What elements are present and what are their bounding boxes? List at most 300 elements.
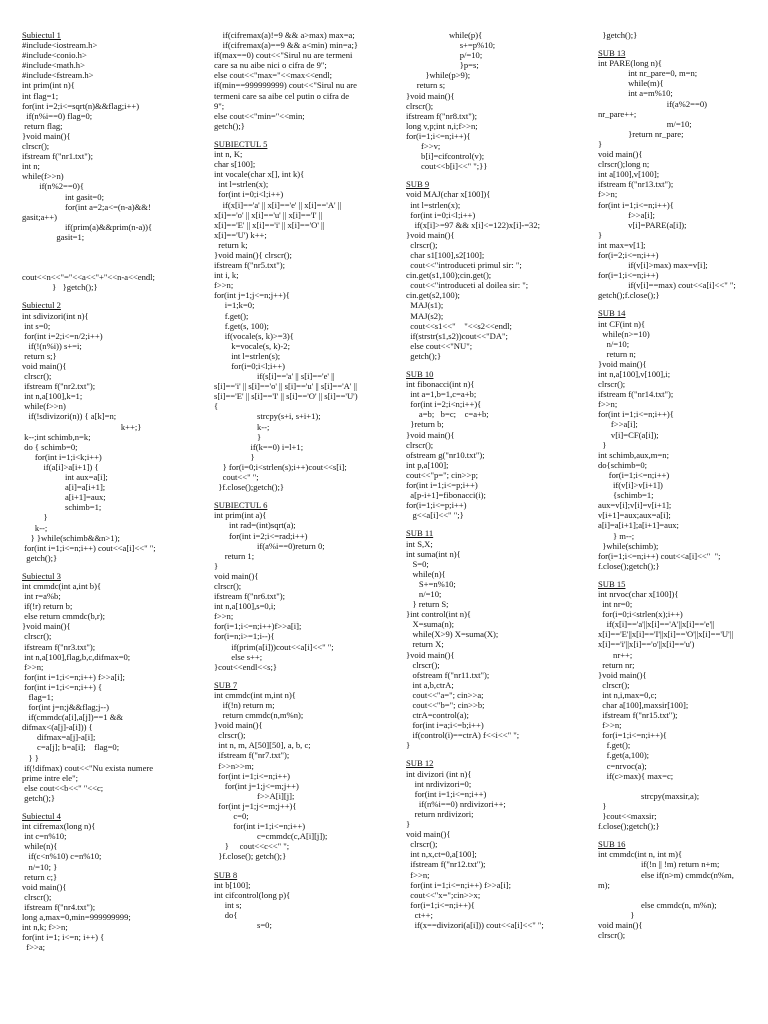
section-heading: SUB 9 xyxy=(406,179,430,190)
code-section xyxy=(406,179,592,361)
code-line: int a,b,ctrA; xyxy=(406,679,454,690)
code-line: for(int i=2;i<n;i++){ xyxy=(406,399,482,410)
code-line: n/=10; xyxy=(598,338,630,349)
code-line: int a[100],v[100]; xyxy=(598,169,660,180)
code-line: int nr=0; xyxy=(598,599,633,610)
code-line: f>>v; xyxy=(406,141,441,152)
code-line: flag=1; xyxy=(22,692,54,702)
section-heading: Subiectul 2 xyxy=(22,300,61,311)
column-1 xyxy=(22,30,208,952)
code-line: int nrvoc(char x[100]){ xyxy=(598,588,679,599)
code-line: getch();} xyxy=(214,120,245,131)
code-line: for(i=2;i<=n;i++) xyxy=(598,249,659,260)
code-line: for(int i=1;i<=n;i++) f>>a[i]; xyxy=(22,671,125,682)
code-line: int PARE(long n){ xyxy=(598,58,662,69)
code-line: cin.get(s1,100);cin.get(); xyxy=(406,270,492,281)
code-line: } xyxy=(598,909,635,920)
code-line: int gasit=0; xyxy=(22,191,104,202)
code-line: MAJ(s1); xyxy=(406,300,444,311)
code-line: return s; xyxy=(406,80,446,91)
code-line: } xyxy=(598,229,603,240)
code-line: int a=m%10; xyxy=(598,88,673,99)
code-line: else cout<<"max="<<max<<endl; xyxy=(214,70,333,81)
code-line: getch();} xyxy=(22,792,55,803)
code-line: m/=10; xyxy=(598,118,692,129)
code-section xyxy=(214,680,400,862)
code-line xyxy=(22,262,208,272)
code-line: for(int i=0;i<l;i++) xyxy=(214,189,284,200)
code-line: if(c>max){ max=c; xyxy=(598,770,674,781)
code-line: while(X>9) X=suma(X); xyxy=(406,629,499,640)
code-line: cout<<"introduceti primul sir: "; xyxy=(406,260,522,271)
section-heading: SUB 16 xyxy=(598,839,626,850)
code-line: clrscr(); xyxy=(22,891,52,902)
code-line: x[i]=='o' || x[i]=='u' || x[i]=='I' || xyxy=(214,209,323,220)
code-line: int suma(int n){ xyxy=(406,548,461,559)
code-line: do{schimb=0; xyxy=(598,459,648,470)
code-line: for(i=1;i<=p;i++) xyxy=(406,500,467,511)
code-line: c=nrvoc(a); xyxy=(598,760,647,771)
code-line: clrscr(); xyxy=(598,930,626,941)
code-line: } cout<<c<<" "; xyxy=(214,841,290,852)
code-section xyxy=(598,579,764,831)
code-line: long a,max=0,min=999999999; xyxy=(22,911,131,922)
code-line: void MAJ(char x[100]){ xyxy=(406,189,491,200)
code-line: s[i]=='i' || s[i]=='o' || s[i]=='u' || s[i]=='A' || xyxy=(214,381,357,392)
section-heading: SUB 8 xyxy=(214,869,238,880)
code-line: int n, K; xyxy=(214,149,243,160)
code-line: k=vocale(s, k)-2; xyxy=(214,340,290,351)
code-section xyxy=(22,30,208,292)
code-line: void main(){ xyxy=(406,829,451,840)
code-line: int n,a[100],k=1; xyxy=(22,391,83,402)
code-line: for(int j=n;j&&flag;j--) xyxy=(22,702,109,713)
code-line: while(f>>n) xyxy=(22,401,66,412)
section-heading: Subiectul 3 xyxy=(22,570,61,581)
code-line: void main(){ xyxy=(598,149,643,160)
code-line: return s;} xyxy=(22,350,57,361)
code-line: if(!n || !m) return n+m; xyxy=(598,859,720,870)
code-line: S+=n%10; xyxy=(406,578,456,589)
code-line: clrscr(); xyxy=(598,379,626,390)
code-line: int i, k; xyxy=(214,270,239,281)
code-line: gasit=1; xyxy=(22,231,85,242)
code-section xyxy=(22,300,208,562)
code-line: difmax=a[j]-a[i]; xyxy=(22,732,96,743)
code-line: MAJ(s2); xyxy=(406,310,444,321)
code-line: v[i]=CF(a[i]); xyxy=(598,429,659,440)
code-line: {schimb=1; xyxy=(598,490,654,501)
code-line: for(int i=0;i<l;i++) xyxy=(406,209,476,220)
code-line: } xyxy=(598,138,603,149)
code-line: for(int a=2;a<=(n-a)&&! xyxy=(22,201,151,212)
code-line: int n,a[100],v[100],i; xyxy=(598,369,671,379)
code-line: } }getch();} xyxy=(22,282,98,293)
code-line: cout<<n<<"="<<a<<"+"<<n-a<<endl; xyxy=(22,272,155,283)
code-line: f>>a[i]; xyxy=(598,209,655,220)
code-section xyxy=(406,369,592,520)
code-line: cout<<s1<<" "<<s2<<endl; xyxy=(406,320,512,331)
code-section xyxy=(406,758,592,930)
code-line: c=a[j]; b=a[i]; flag=0; xyxy=(22,742,120,753)
code-line: if(cifremax(a)==9 && a<min) min=a;} xyxy=(214,40,359,51)
code-line: ct++; xyxy=(406,909,433,920)
code-line: cout<<"introduceti al doilea sir: "; xyxy=(406,280,529,291)
code-line: for(i=1;i<=n;i++)f>>a[i]; xyxy=(214,621,302,632)
code-line: char s1[100],s2[100]; xyxy=(406,249,485,260)
code-line: clrscr(); xyxy=(406,659,440,670)
section-heading: Subiectul 1 xyxy=(22,30,61,40)
column-3 xyxy=(406,30,592,930)
code-line: }getch();} xyxy=(598,30,638,40)
code-line: f>>n; xyxy=(406,869,430,880)
section-heading: SUBIECTUL 5 xyxy=(214,138,268,149)
code-line: int nr_pare=0, m=n; xyxy=(598,68,698,79)
code-line: }void main(){ xyxy=(406,90,455,101)
code-line: if(n%i==0) nrdivizori++; xyxy=(406,798,506,809)
code-line: int r=a%b; xyxy=(22,591,61,602)
code-line: clrscr();long n; xyxy=(598,159,650,170)
code-line: if(control(i)==ctrA) f<<i<<" "; xyxy=(406,730,520,741)
code-line: } xyxy=(598,800,607,811)
code-line: int n; xyxy=(22,161,40,172)
code-line: ifstream f("nr7.txt"); xyxy=(214,750,290,761)
code-line: ifstream f("nr12.txt"); xyxy=(406,859,486,870)
code-line: int n, m, A[50][50], a, b, c; xyxy=(214,740,311,751)
code-line: if(max==0) cout<<"Sirul nu are termeni xyxy=(214,50,353,61)
code-line: while(n>=10) xyxy=(598,328,650,339)
section-heading: SUB 15 xyxy=(598,578,626,589)
code-line: int nrdivizori=0; xyxy=(406,778,472,789)
code-line: int prim(int a){ xyxy=(214,510,267,521)
code-line: }while(schimb); xyxy=(598,540,659,551)
code-line: ofstream f("nr11.txt"); xyxy=(406,669,490,680)
code-line: f>>n; xyxy=(598,399,618,410)
code-line: 9"; xyxy=(214,100,225,111)
code-line: a[i]=a[i+1];a[i+1]=aux; xyxy=(598,520,679,531)
code-line: else s++; xyxy=(214,651,263,662)
section-heading: SUB 12 xyxy=(406,758,434,769)
code-line: care sa nu aibe nici o cifra de 9"; xyxy=(214,60,327,71)
code-line: int max=v[1]; xyxy=(598,239,646,250)
code-line: getch();} xyxy=(22,552,58,563)
code-line: ctrA=control(a); xyxy=(406,710,469,721)
code-line: clrscr(); xyxy=(406,100,434,111)
section-heading: Subiectul 4 xyxy=(22,811,61,822)
code-line: }void main(){ xyxy=(598,358,647,369)
code-line: int a=1,b=1,c=a+b; xyxy=(406,389,477,400)
code-line: for(int i=1;i<=n;i++) { xyxy=(22,681,103,692)
code-line: int cifremax(long n){ xyxy=(22,821,96,832)
code-line: for(int i=2;i<=n/2;i++) xyxy=(22,330,103,341)
code-line: clrscr(); xyxy=(406,239,438,250)
code-line: } }while(schimb&&n>1); xyxy=(22,532,120,543)
code-line: while(f>>n) xyxy=(22,171,64,182)
code-line: gasit;a++) xyxy=(22,211,57,222)
code-line: else if(n>m) cmmdc(n%m, xyxy=(598,869,734,880)
code-line: int cmmdc(int m,int n){ xyxy=(214,689,296,700)
code-line: clrscr(); xyxy=(214,730,246,741)
code-line: if(x[i]>=97 && x[i]<=122)x[i]-=32; xyxy=(406,219,541,230)
code-line: f>>n; xyxy=(214,280,234,291)
code-line: n/=10; } xyxy=(22,861,58,872)
code-line: ifstream f("nr3.txt"); xyxy=(22,641,96,652)
code-line: c=cmmdc(c,A[i][j]); xyxy=(214,831,328,842)
code-line: f>>n>>m; xyxy=(214,760,254,771)
code-line: if(cmmdc(a[i],a[j])==1 && xyxy=(22,712,124,723)
code-line: int n,a[100],s=0,i; xyxy=(214,601,276,612)
code-line: for(int j=1;j<=m;j++){ xyxy=(214,800,297,811)
code-line: for(i=1;i<=n;i++){ xyxy=(598,730,667,741)
code-line: nr_pare++; xyxy=(598,108,637,119)
code-line: int b[100]; xyxy=(214,879,251,890)
code-section xyxy=(22,571,208,803)
code-line: cout<<" "; xyxy=(214,472,259,483)
code-line: while(p){ xyxy=(406,30,483,40)
code-line: ofstream g("nr10.txt"); xyxy=(406,449,485,460)
code-line: int cmmdc(int a,int b){ xyxy=(22,580,102,591)
code-line: n/=10; xyxy=(406,588,442,599)
code-line: if(strstr(s1,s2))cout<<"DA"; xyxy=(406,330,508,341)
code-section xyxy=(598,30,764,40)
code-line: strcpy(s+i, s+i+1); xyxy=(214,411,321,422)
code-line: if(x[i]=='a'||x[i]=='A'||x[i]=='e'|| xyxy=(598,619,715,630)
code-line: int p,a[100]; xyxy=(406,459,449,470)
code-line: else return cmmdc(b,r); xyxy=(22,611,106,622)
code-line: x[i]=='E'||x[i]=='I'||x[i]=='O'||x[i]=='U'|| xyxy=(598,629,734,640)
code-line: ifstream f("nr15.txt"); xyxy=(598,710,678,721)
code-line: for(i=1;i<=n;i++) xyxy=(598,270,659,281)
section-heading: SUB 11 xyxy=(406,528,434,539)
code-line: ifstream f("nr4.txt"); xyxy=(22,901,96,912)
code-line: for(i=1;i<=n;i++) xyxy=(598,469,670,480)
code-line: } xyxy=(406,740,411,751)
code-line: }void main(){ xyxy=(214,720,263,731)
code-line: for(i=0;i<strlen(x);i++) xyxy=(598,609,683,620)
code-line: a[i+1]=aux; xyxy=(22,492,106,503)
code-line: ifstream f("nr8.txt"); xyxy=(406,110,477,121)
code-line: f>>A[i][j]; xyxy=(214,790,295,801)
code-line: x[i]=='E' || x[i]=='i' || x[i]=='O' || xyxy=(214,219,325,230)
code-line: void main(){ xyxy=(22,361,67,371)
code-line: if(v[i]>v[i+1]) xyxy=(598,480,663,491)
code-line: int divizori (int n){ xyxy=(406,768,472,779)
code-line: #include<conio.h> xyxy=(22,50,87,61)
code-line: int n,i,max=0,c; xyxy=(598,689,657,700)
code-line: for(int i=1;i<k;i++) xyxy=(22,451,102,462)
code-section xyxy=(214,139,400,492)
code-line: g<<a[i]<<" ";} xyxy=(406,510,464,521)
code-line: a[p-i+1]=fibonacci(i); xyxy=(406,490,486,501)
code-line: for(i=1;i<=n;i++){ xyxy=(406,130,471,141)
code-line: ifstream f("nr6.txt"); xyxy=(214,591,285,602)
code-line: } return S; xyxy=(406,599,449,610)
code-line: clrscr(); xyxy=(406,839,438,850)
code-line: else cmmdc(n, m%n); xyxy=(598,899,717,910)
code-line: int s=0; xyxy=(22,320,51,331)
code-line: }void main(){ xyxy=(22,130,71,141)
code-line: }return b; xyxy=(406,419,444,430)
code-line: if(vocale(s, k)>=3){ xyxy=(214,330,294,341)
code-line: f>>a[i]; xyxy=(598,419,638,430)
code-line: }cout<<maxsir; xyxy=(598,811,657,822)
code-line: if(!r) return b; xyxy=(22,601,73,612)
code-line: if(v[i]==max) cout<<a[i]<<" "; xyxy=(598,280,736,291)
code-line: int schimb,aux,m=n; xyxy=(598,449,669,460)
code-line: }void main(){ xyxy=(406,649,455,660)
code-line: s=0; xyxy=(214,919,272,930)
code-line: f.get(a,100); xyxy=(598,750,650,761)
code-line: for(int i=1;i<=n;i++){ xyxy=(598,409,674,420)
code-line: clrscr(); xyxy=(598,679,630,690)
code-line: } xyxy=(214,451,255,462)
code-line: x[i]=='U') k++; xyxy=(214,229,267,240)
code-line: for(int i=1;i<=n;i++) xyxy=(214,770,291,781)
code-line: cin.get(s2,100); xyxy=(406,290,460,301)
code-line: if(cifremax(a)!=9 && a>max) max=a; xyxy=(214,30,355,40)
code-line: clrscr(); xyxy=(22,371,52,382)
code-line: while(n){ xyxy=(22,841,58,852)
code-line xyxy=(598,781,764,791)
code-line: } for(i=0;i<strlen(s);i++)cout<<s[i]; xyxy=(214,461,347,472)
code-line xyxy=(22,252,208,262)
code-line: int n,k; f>>n; xyxy=(22,922,68,933)
code-line: do { schimb=0; xyxy=(22,441,78,452)
code-line: p/=10; xyxy=(406,50,483,61)
code-line: for(int i=2;i<=sqrt(n)&&flag;i++) xyxy=(22,100,140,111)
code-line: clrscr(); xyxy=(22,141,50,152)
code-line: schimb=1; xyxy=(22,502,102,513)
code-line: while(n){ xyxy=(406,568,446,579)
code-line: if(n%2==0){ xyxy=(22,181,85,192)
code-section xyxy=(214,30,400,131)
code-line: if(a[i]>a[i+1]) { xyxy=(22,461,99,472)
code-line: void main(){ xyxy=(22,881,67,892)
code-line: if(a%i==0)return 0; xyxy=(214,540,325,551)
code-line: int vocale(char x[], int k){ xyxy=(214,169,305,180)
code-line: int flag=1; xyxy=(22,90,59,101)
code-line: return cmmdc(n,m%n); xyxy=(214,710,304,721)
section-heading: SUB 7 xyxy=(214,679,238,690)
code-line: }void main(){ clrscr(); xyxy=(214,249,292,260)
code-line: for(i=n;i>=1;i--){ xyxy=(214,631,275,642)
code-line: for(i=1;i<=n;i++){ xyxy=(406,899,475,910)
code-line: getch();f.close();} xyxy=(598,290,660,301)
code-line: clrscr(); xyxy=(22,631,52,642)
code-line: f.get(s, 100); xyxy=(214,320,269,331)
code-line: ifstream f("nr14.txt"); xyxy=(598,389,674,400)
code-line: }p=s; xyxy=(406,60,479,71)
code-line xyxy=(22,242,208,252)
code-line: int n,a[100],flag,b,c,difmax=0; xyxy=(22,651,131,662)
code-line: }void main(){ xyxy=(406,229,455,240)
code-line: b[i]=cifcontrol(v); xyxy=(406,151,485,162)
code-line: else cout<<"NU"; xyxy=(406,340,473,351)
code-line: }int control(int n){ xyxy=(406,609,472,620)
code-line: cout<<b[i]<<" ";}} xyxy=(406,161,488,172)
code-line: int cifcontrol(long p){ xyxy=(214,889,291,900)
code-line: for(int i=1;i<=n;i++) xyxy=(406,788,487,799)
code-line: v[i+1]=aux;aux=a[i]; xyxy=(598,510,671,521)
code-line: cout<<"b="; cin>>b; xyxy=(406,700,485,710)
code-line: cout<<"p="; cin>>p; xyxy=(406,469,479,480)
code-section xyxy=(598,839,764,940)
code-line: #include<iostream.h> xyxy=(22,40,98,51)
code-line: int CF(int n){ xyxy=(598,318,646,329)
code-line: }while(p>9); xyxy=(406,70,471,81)
code-line: f.close();getch();} xyxy=(598,560,660,571)
code-line: char a[100],maxsir[100]; xyxy=(598,700,689,710)
code-line: while(m){ xyxy=(598,78,664,89)
code-line: k--; xyxy=(214,421,270,432)
code-line: } m--; xyxy=(598,530,635,541)
code-line: int l=strlen(s); xyxy=(214,350,281,361)
code-line: } xyxy=(22,512,48,523)
code-line: f>>n; xyxy=(598,720,622,731)
code-line: if(v[i]>max) max=v[i]; xyxy=(598,260,708,271)
code-line: c=0; xyxy=(214,811,249,822)
code-line: return k; xyxy=(214,239,248,250)
code-line: for(int i=a;i<=b;i++) xyxy=(406,720,484,731)
code-line: if(n%i==0) flag=0; xyxy=(22,110,93,121)
code-line: X=suma(n); xyxy=(406,619,455,630)
code-section xyxy=(214,870,400,931)
code-line: a[i]=a[i+1]; xyxy=(22,482,106,493)
code-line: f.get(); xyxy=(214,310,249,321)
code-line: int S,X; xyxy=(406,538,433,549)
code-line: void main(){ xyxy=(598,919,643,930)
code-line: if(min==999999999) cout<<"Sirul nu are xyxy=(214,80,357,91)
code-line: for(int i=1; i<=n; i++) { xyxy=(22,932,105,943)
code-line: for(int i=1;i<=n;i++){ xyxy=(598,199,674,210)
code-line: int sdivizori(int n){ xyxy=(22,310,89,321)
code-line: return flag; xyxy=(22,120,63,131)
code-line: } xyxy=(598,439,607,450)
section-heading: SUB 10 xyxy=(406,369,434,379)
code-line: for(int i=1;i<=p;i++) xyxy=(406,480,478,491)
code-line: for(int j=1;j<=n;j++){ xyxy=(214,290,290,301)
code-line: do{ xyxy=(214,909,238,920)
code-line: f>>n; xyxy=(598,189,618,200)
code-line: int l=strlen(x); xyxy=(214,179,269,190)
code-line: f.close();getch();} xyxy=(598,821,660,832)
code-line: }cout<<endl<<s;} xyxy=(214,661,277,672)
code-line: for(i=1;i<=n;i++) cout<<a[i]<<" "; xyxy=(598,550,721,561)
code-line: void main(){ xyxy=(214,570,259,581)
code-line: clrscr(); xyxy=(406,439,434,450)
code-line: nr++; xyxy=(598,649,633,660)
section-heading: SUB 13 xyxy=(598,48,626,59)
code-section xyxy=(598,48,764,300)
code-line: m); xyxy=(598,879,610,890)
code-section xyxy=(406,528,592,750)
code-line: }f.close();getch();} xyxy=(214,482,285,493)
code-section xyxy=(406,30,592,171)
code-line: if(!sdivizori(n)) { a[k]=n; xyxy=(22,411,117,422)
code-line: for(int i=2;i<=rad;i++) xyxy=(214,530,308,541)
code-line: int fibonacci(int n){ xyxy=(406,379,475,390)
code-line: v[i]=PARE(a[i]); xyxy=(598,219,687,230)
code-line: for(i=0;i<l;i++) xyxy=(214,361,285,371)
code-line: }return nr_pare; xyxy=(598,128,684,139)
code-line: int cmmdc(int n, int m){ xyxy=(598,849,683,860)
code-line: aux=v[i];v[i]=v[i+1]; xyxy=(598,500,672,511)
code-line: for(int j=1;j<=m;j++) xyxy=(214,780,299,791)
code-line: s[i]=='E' || s[i]=='I' || s[i]=='O' || s[i]=='U') xyxy=(214,391,358,402)
code-line: ifstream f("nr2.txt"); xyxy=(22,381,96,392)
code-line: if(s[i]=='a' || s[i]=='e' || xyxy=(214,371,335,382)
code-line: cout<<"x=";cin>>x; xyxy=(406,889,481,900)
